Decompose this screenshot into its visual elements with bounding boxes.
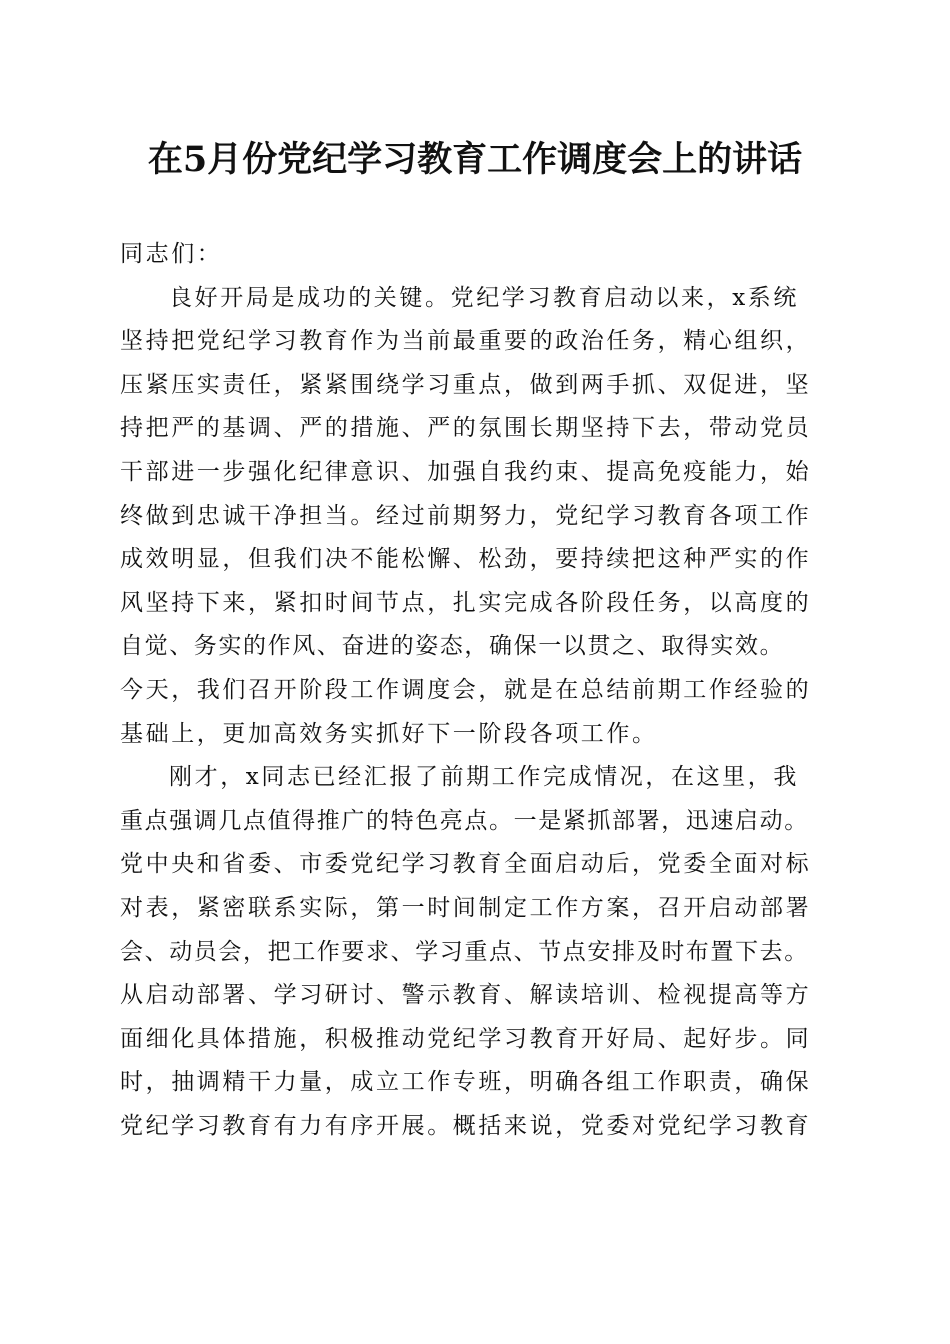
paragraph-2-line-5: 会、动员会，把工作要求、学习重点、节点安排及时布置下去。 xyxy=(120,938,809,965)
paragraph-1-line-3: 压紧压实责任，紧紧围绕学习重点，做到两手抓、双促进，坚 xyxy=(120,371,812,398)
paragraph-1-line-9: 自觉、务实的作风、奋进的姿态，确保一以贯之、取得实效。 xyxy=(120,633,785,660)
paragraph-1-line-7: 成效明显，但我们决不能松懈、松劲，要持续把这种严实的作 xyxy=(120,546,812,573)
paragraph-1-line-8: 风坚持下来，紧扣时间节点，扎实完成各阶段任务，以高度的 xyxy=(120,589,812,616)
paragraph-2-line-4: 对表，紧密联系实际，第一时间制定工作方案，召开启动部署 xyxy=(120,894,812,921)
paragraph-1-line-5: 干部进一步强化纪律意识、加强自我约束、提高免疫能力，始 xyxy=(120,458,812,485)
paragraph-1-line-10: 今天，我们召开阶段工作调度会，就是在总结前期工作经验的 xyxy=(120,676,812,703)
document-body xyxy=(120,233,840,1148)
paragraph-2-line-3: 党中央和省委、市委党纪学习教育全面启动后，党委全面对标 xyxy=(120,851,812,878)
paragraph-2-line-1: 刚才，x同志已经汇报了前期工作完成情况，在这里，我 xyxy=(169,764,799,791)
paragraph-2-line-6: 从启动部署、学习研讨、警示教育、解读培训、检视提高等方 xyxy=(120,982,812,1009)
paragraph-2-line-2: 重点强调几点值得推广的特色亮点。一是紧抓部署，迅速启动。 xyxy=(120,807,809,834)
paragraph-1-line-2: 坚持把党纪学习教育作为当前最重要的政治任务，精心组织， xyxy=(120,328,812,355)
paragraph-2-line-7: 面细化具体措施，积极推动党纪学习教育开好局、起好步。同 xyxy=(120,1025,812,1052)
salutation: 同志们： xyxy=(120,241,223,267)
paragraph-2-line-9: 党纪学习教育有力有序开展。概括来说，党委对党纪学习教育 xyxy=(120,1112,812,1139)
document-title: 在5月份党纪学习教育工作调度会上的讲话 xyxy=(147,139,803,180)
paragraph-1-line-11: 基础上，更加高效务实抓好下一阶段各项工作。 xyxy=(120,720,658,747)
paragraph-1-line-6: 终做到忠诚干净担当。经过前期努力，党纪学习教育各项工作 xyxy=(120,502,812,529)
paragraph-2-line-8: 时，抽调精干力量，成立工作专班，明确各组工作职责，确保 xyxy=(120,1069,812,1096)
paragraph-1-line-4: 持把严的基调、严的措施、严的氛围长期坚持下去，带动党员 xyxy=(120,415,812,442)
paragraph-1-line-1: 良好开局是成功的关键。党纪学习教育启动以来，x系统 xyxy=(169,284,799,311)
